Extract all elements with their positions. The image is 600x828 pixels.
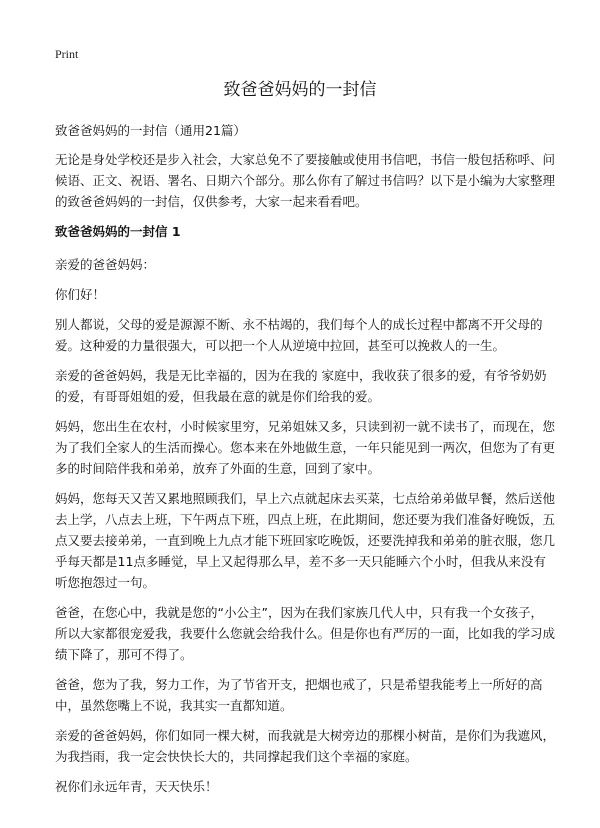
greeting: 你们好！	[55, 287, 106, 302]
body-paragraph: 亲爱的爸爸妈妈，我是无比幸福的，因为在我的 家庭中，我收获了很多的爱，有爷爷奶奶的爱，有哥哥姐姐的爱，但我最在意的就是你们给我的爱。	[55, 368, 547, 404]
print-label[interactable]: Print	[55, 47, 79, 61]
body-paragraph: 妈妈，您每天又苦又累地照顾我们，早上六点就起床去买菜，七点给弟弟做早餐，然后送他去上学，八点去上班，下午两点下班，四点上班，在此期间，您还要为我们准备好晚饭，五点又要去接弟弟，一直到晚上九点才能下班回家吃晚饭，还要洗掉我和弟弟的脏衣服，您几乎每天都是11点多睡觉，早上又起得那么早，差不多一天只能睡六个小时，但我从来没有听您抱怨过一句。	[55, 491, 556, 590]
section-heading: 致爸爸妈妈的一封信 1	[55, 224, 181, 239]
document-body	[55, 149, 555, 806]
body-paragraph: 别人都说，父母的爱是源源不断、永不枯竭的，我们每个人的成长过程中都离不开父母的爱。这种爱的力量很强大，可以把一个人从逆境中拉回，甚至可以挽救人的一生。	[55, 317, 543, 353]
body-paragraph: 妈妈，您出生在农村，小时候家里穷，兄弟姐妹又多，只读到初一就不读书了，而现在，您为了我们全家人的生活而操心。您本来在外地做生意，一年只能见到一两次，但您为了有更多的时间陪伴我和弟弟，放弃了外面的生意，回到了家中。	[55, 419, 556, 476]
body-paragraph: 亲爱的爸爸妈妈，你们如同一棵大树，而我就是大树旁边的那棵小树苗，是你们为我遮风，为我挡雨，我一定会快快长大的，共同撑起我们这个幸福的家庭。	[55, 728, 556, 764]
intro-paragraph: 无论是身处学校还是步入社会，大家总免不了要接触或使用书信吧，书信一般包括称呼、问候语、正文、祝语、署名、日期六个部分。那么你有了解过书信吗？以下是小编为大家整理的致爸爸妈妈的一封信，仅供参考，大家一起来看看吧。	[55, 152, 556, 209]
closing-wish: 祝你们永远年青，天天快乐！	[55, 779, 218, 794]
body-paragraph: 爸爸，在您心中，我就是您的“小公主”，因为在我们家族几代人中，只有我一个女孩子，所以大家都很宠爱我，我要什么您就会给我什么。但是你也有严厉的一面，比如我的学习成绩下降了，那可不得了。	[55, 605, 556, 662]
salutation: 亲爱的爸爸妈妈：	[55, 257, 156, 272]
body-paragraph: 爸爸，您为了我，努力工作，为了节省开支，把烟也戒了，只是希望我能考上一所好的高中，虽然您嘴上不说，我其实一直都知道。	[55, 677, 543, 713]
document-title: 致爸爸妈妈的一封信	[223, 80, 377, 100]
document-subtitle: 致爸爸妈妈的一封信（通用21篇）	[55, 123, 246, 138]
